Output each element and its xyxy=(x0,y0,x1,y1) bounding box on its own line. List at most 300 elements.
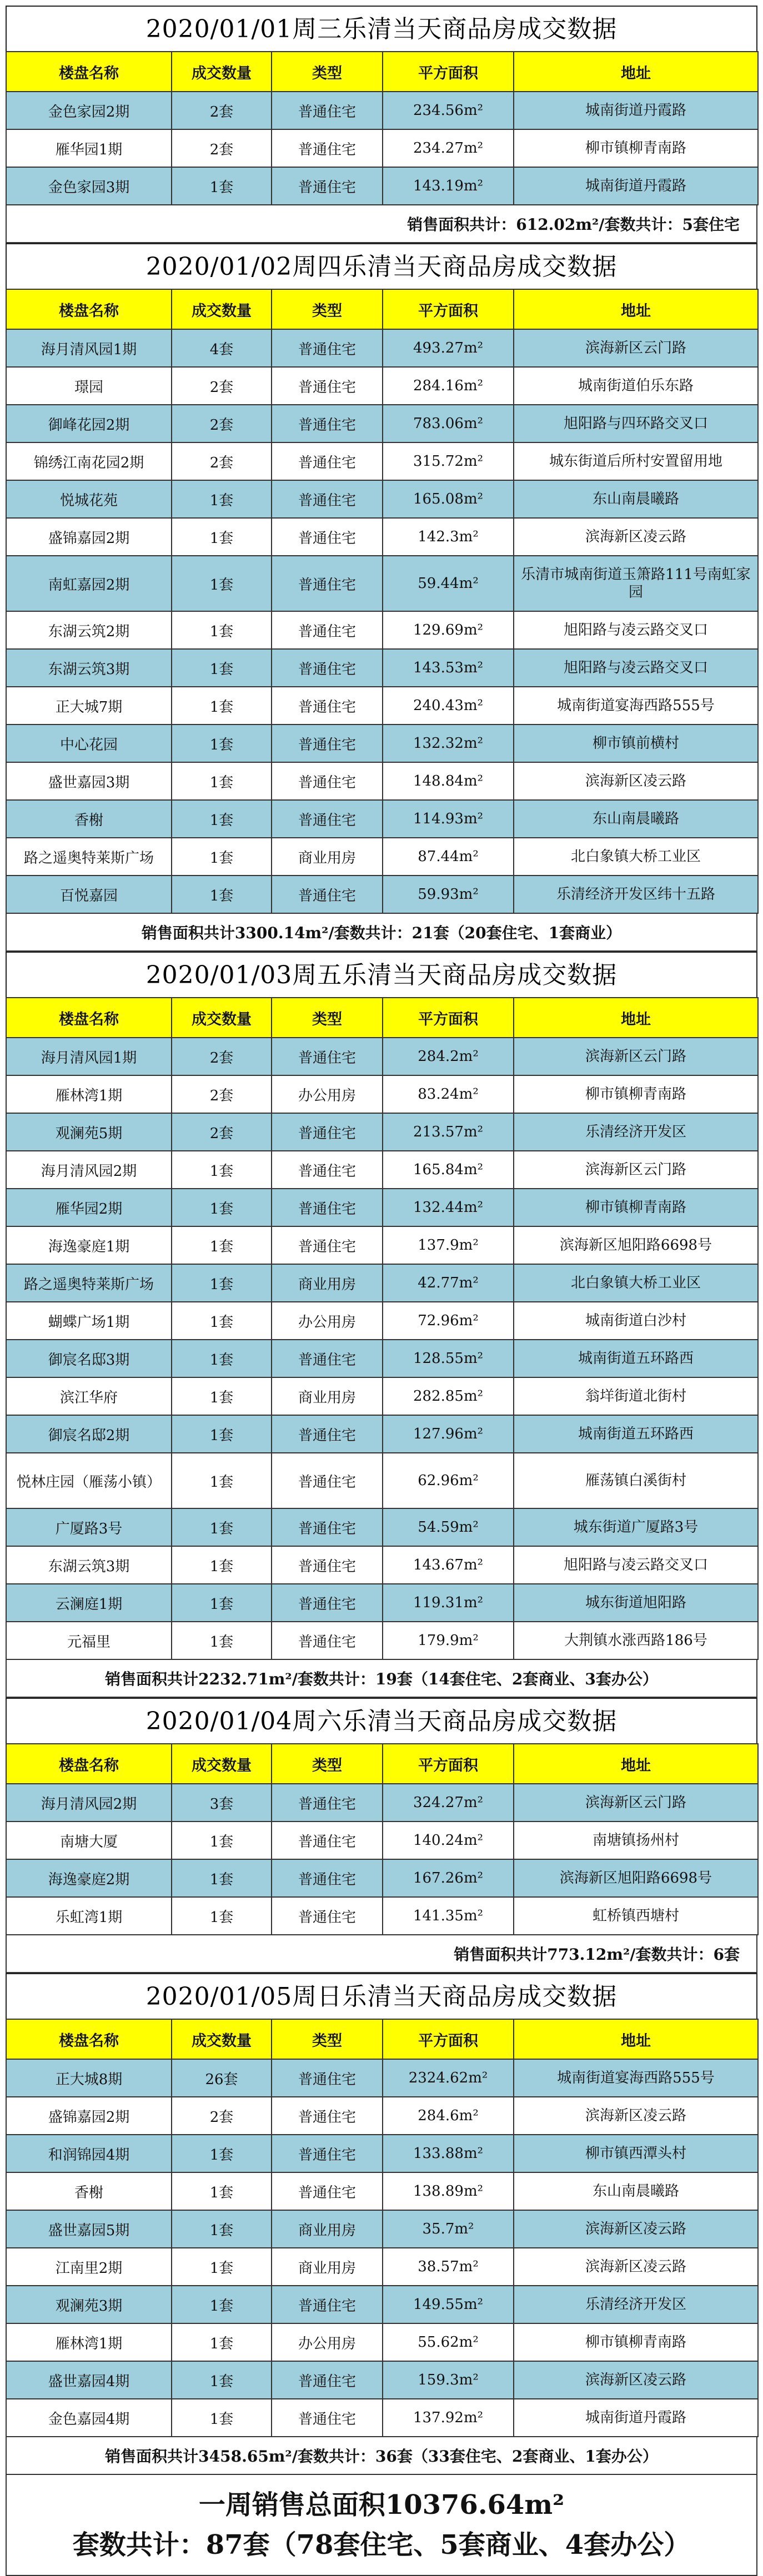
address-cell: 城东街道广厦路3号 xyxy=(514,1508,758,1546)
quantity-cell: 2套 xyxy=(172,1075,272,1113)
area-cell: 143.19m² xyxy=(383,167,514,205)
table-row xyxy=(6,611,758,649)
address-cell: 城东街道旭阳路 xyxy=(514,1584,758,1622)
table-row xyxy=(6,1897,758,1935)
area-cell: 324.27m² xyxy=(383,1784,514,1822)
column-header: 成交数量 xyxy=(172,1744,272,1784)
type-cell: 普通住宅 xyxy=(272,724,383,762)
weekly-total-units: 套数共计：87套（78套住宅、5套商业、4套办公） xyxy=(72,2529,691,2560)
type-cell: 普通住宅 xyxy=(272,1226,383,1264)
quantity-cell: 1套 xyxy=(172,876,272,913)
table-header-row xyxy=(6,2019,758,2059)
table-row xyxy=(6,1151,758,1189)
table-row xyxy=(6,2248,758,2286)
quantity-cell: 3套 xyxy=(172,1784,272,1822)
project-name-cell: 滨江华府 xyxy=(6,1377,172,1415)
address-cell: 城南街道五环路西 xyxy=(514,1340,758,1377)
area-cell: 137.9m² xyxy=(383,1226,514,1264)
column-header: 地址 xyxy=(514,1744,758,1784)
project-name-cell: 香榭 xyxy=(6,800,172,838)
type-cell: 普通住宅 xyxy=(272,1415,383,1453)
area-cell: 35.7m² xyxy=(383,2210,514,2248)
address-cell: 柳市镇柳青南路 xyxy=(514,1075,758,1113)
area-cell: 42.77m² xyxy=(383,1264,514,1302)
column-header: 楼盘名称 xyxy=(6,2019,172,2059)
column-header: 楼盘名称 xyxy=(6,1744,172,1784)
project-name-cell: 海月清风园1期 xyxy=(6,1038,172,1075)
area-cell: 282.85m² xyxy=(383,1377,514,1415)
type-cell: 商业用房 xyxy=(272,1264,383,1302)
table-row xyxy=(6,2135,758,2172)
quantity-cell: 2套 xyxy=(172,1113,272,1151)
table-row xyxy=(6,876,758,913)
table-row xyxy=(6,2286,758,2323)
area-cell: 240.43m² xyxy=(383,687,514,724)
table-row xyxy=(6,2399,758,2437)
table-row xyxy=(6,1622,758,1659)
type-cell: 普通住宅 xyxy=(272,1113,383,1151)
quantity-cell: 1套 xyxy=(172,838,272,876)
table-header-row xyxy=(6,1744,758,1784)
quantity-cell: 1套 xyxy=(172,1508,272,1546)
day-summary: 销售面积共计3300.14m²/套数共计：21套（20套住宅、1套商业） xyxy=(6,914,757,952)
quantity-cell: 1套 xyxy=(172,1453,272,1508)
quantity-cell: 26套 xyxy=(172,2059,272,2097)
type-cell: 普通住宅 xyxy=(272,800,383,838)
table-row xyxy=(6,1784,758,1822)
address-cell: 乐清经济开发区 xyxy=(514,1113,758,1151)
project-name-cell: 悦林庄园（雁荡小镇） xyxy=(6,1453,172,1508)
address-cell: 滨海新区凌云路 xyxy=(514,518,758,556)
address-cell: 旭阳路与四环路交叉口 xyxy=(514,405,758,442)
table-row xyxy=(6,1377,758,1415)
area-cell: 72.96m² xyxy=(383,1302,514,1340)
area-cell: 138.89m² xyxy=(383,2172,514,2210)
area-cell: 133.88m² xyxy=(383,2135,514,2172)
quantity-cell: 1套 xyxy=(172,1264,272,1302)
type-cell: 普通住宅 xyxy=(272,2399,383,2437)
table-row xyxy=(6,649,758,687)
day-title: 2020/01/04周六乐清当天商品房成交数据 xyxy=(6,1698,757,1743)
type-cell: 普通住宅 xyxy=(272,1822,383,1859)
address-cell: 东山南晨曦路 xyxy=(514,480,758,518)
table-row xyxy=(6,480,758,518)
address-cell: 东山南晨曦路 xyxy=(514,800,758,838)
quantity-cell: 1套 xyxy=(172,2210,272,2248)
project-name-cell: 东湖云筑3期 xyxy=(6,1546,172,1584)
project-name-cell: 雁林湾1期 xyxy=(6,2323,172,2361)
project-name-cell: 金色嘉园4期 xyxy=(6,2399,172,2437)
area-cell: 783.06m² xyxy=(383,405,514,442)
type-cell: 普通住宅 xyxy=(272,556,383,611)
area-cell: 137.92m² xyxy=(383,2399,514,2437)
day-title: 2020/01/01周三乐清当天商品房成交数据 xyxy=(6,6,757,51)
day-summary: 销售面积共计：612.02m²/套数共计：5套住宅 xyxy=(6,205,757,243)
project-name-cell: 江南里2期 xyxy=(6,2248,172,2286)
type-cell: 普通住宅 xyxy=(272,2059,383,2097)
address-cell: 南塘镇扬州村 xyxy=(514,1822,758,1859)
type-cell: 普通住宅 xyxy=(272,367,383,405)
table-row xyxy=(6,687,758,724)
quantity-cell: 4套 xyxy=(172,329,272,367)
table-row xyxy=(6,1189,758,1226)
area-cell: 59.93m² xyxy=(383,876,514,913)
day-summary: 销售面积共计773.12m²/套数共计：6套 xyxy=(6,1935,757,1973)
area-cell: 83.24m² xyxy=(383,1075,514,1113)
address-cell: 滨海新区旭阳路6698号 xyxy=(514,1859,758,1897)
column-header: 楼盘名称 xyxy=(6,289,172,329)
type-cell: 普通住宅 xyxy=(272,2361,383,2399)
area-cell: 179.9m² xyxy=(383,1622,514,1659)
day-section xyxy=(6,6,757,243)
table-header-row xyxy=(6,52,758,92)
table-row xyxy=(6,442,758,480)
table-row xyxy=(6,1113,758,1151)
project-name-cell: 盛世嘉园3期 xyxy=(6,762,172,800)
day-section xyxy=(6,952,757,1698)
project-name-cell: 正大城7期 xyxy=(6,687,172,724)
type-cell: 普通住宅 xyxy=(272,876,383,913)
table-row xyxy=(6,2361,758,2399)
type-cell: 普通住宅 xyxy=(272,1508,383,1546)
address-cell: 城南街道宴海西路555号 xyxy=(514,687,758,724)
project-name-cell: 东湖云筑3期 xyxy=(6,649,172,687)
area-cell: 114.93m² xyxy=(383,800,514,838)
type-cell: 办公用房 xyxy=(272,2323,383,2361)
quantity-cell: 1套 xyxy=(172,611,272,649)
project-name-cell: 乐虹湾1期 xyxy=(6,1897,172,1935)
address-cell: 乐清市城南街道玉箫路111号南虹家园 xyxy=(514,556,758,611)
table-row xyxy=(6,1859,758,1897)
project-name-cell: 御峰花园2期 xyxy=(6,405,172,442)
table-row xyxy=(6,367,758,405)
address-cell: 滨海新区云门路 xyxy=(514,1038,758,1075)
table-row xyxy=(6,2210,758,2248)
address-cell: 滨海新区旭阳路6698号 xyxy=(514,1226,758,1264)
type-cell: 商业用房 xyxy=(272,2210,383,2248)
type-cell: 普通住宅 xyxy=(272,2286,383,2323)
address-cell: 柳市镇柳青南路 xyxy=(514,129,758,167)
address-cell: 城东街道后所村安置留用地 xyxy=(514,442,758,480)
quantity-cell: 1套 xyxy=(172,724,272,762)
area-cell: 55.62m² xyxy=(383,2323,514,2361)
table-row xyxy=(6,1302,758,1340)
quantity-cell: 1套 xyxy=(172,1897,272,1935)
type-cell: 商业用房 xyxy=(272,1377,383,1415)
day-summary: 销售面积共计3458.65m²/套数共计：36套（33套住宅、2套商业、1套办公） xyxy=(6,2437,757,2475)
address-cell: 北白象镇大桥工业区 xyxy=(514,838,758,876)
table-row xyxy=(6,129,758,167)
address-cell: 雁荡镇白溪街村 xyxy=(514,1453,758,1508)
table-row xyxy=(6,405,758,442)
column-header: 平方面积 xyxy=(383,52,514,92)
day-title: 2020/01/02周四乐清当天商品房成交数据 xyxy=(6,243,757,289)
quantity-cell: 1套 xyxy=(172,1189,272,1226)
project-name-cell: 盛世嘉园4期 xyxy=(6,2361,172,2399)
type-cell: 普通住宅 xyxy=(272,1622,383,1659)
table-row xyxy=(6,2172,758,2210)
column-header: 楼盘名称 xyxy=(6,52,172,92)
quantity-cell: 2套 xyxy=(172,92,272,129)
sales-report xyxy=(6,6,757,2576)
address-cell: 北白象镇大桥工业区 xyxy=(514,1264,758,1302)
type-cell: 普通住宅 xyxy=(272,2135,383,2172)
sales-table xyxy=(6,289,759,914)
table-row xyxy=(6,2059,758,2097)
area-cell: 143.53m² xyxy=(383,649,514,687)
area-cell: 284.6m² xyxy=(383,2097,514,2135)
column-header: 地址 xyxy=(514,52,758,92)
quantity-cell: 1套 xyxy=(172,2135,272,2172)
project-name-cell: 金色家园2期 xyxy=(6,92,172,129)
address-cell: 旭阳路与凌云路交叉口 xyxy=(514,1546,758,1584)
quantity-cell: 1套 xyxy=(172,1377,272,1415)
type-cell: 普通住宅 xyxy=(272,129,383,167)
column-header: 类型 xyxy=(272,52,383,92)
quantity-cell: 1套 xyxy=(172,1415,272,1453)
column-header: 成交数量 xyxy=(172,2019,272,2059)
table-row xyxy=(6,1822,758,1859)
type-cell: 普通住宅 xyxy=(272,2097,383,2135)
project-name-cell: 中心花园 xyxy=(6,724,172,762)
column-header: 成交数量 xyxy=(172,52,272,92)
project-name-cell: 盛锦嘉园2期 xyxy=(6,2097,172,2135)
address-cell: 柳市镇西潭头村 xyxy=(514,2135,758,2172)
column-header: 地址 xyxy=(514,2019,758,2059)
type-cell: 普通住宅 xyxy=(272,92,383,129)
address-cell: 旭阳路与凌云路交叉口 xyxy=(514,649,758,687)
quantity-cell: 1套 xyxy=(172,1822,272,1859)
area-cell: 59.44m² xyxy=(383,556,514,611)
project-name-cell: 海逸豪庭1期 xyxy=(6,1226,172,1264)
quantity-cell: 1套 xyxy=(172,2172,272,2210)
day-section xyxy=(6,243,757,952)
address-cell: 滨海新区云门路 xyxy=(514,1151,758,1189)
type-cell: 商业用房 xyxy=(272,2248,383,2286)
area-cell: 127.96m² xyxy=(383,1415,514,1453)
area-cell: 132.44m² xyxy=(383,1189,514,1226)
day-section xyxy=(6,1973,757,2475)
address-cell: 东山南晨曦路 xyxy=(514,2172,758,2210)
project-name-cell: 锦绣江南花园2期 xyxy=(6,442,172,480)
table-row xyxy=(6,1584,758,1622)
column-header: 类型 xyxy=(272,2019,383,2059)
table-row xyxy=(6,2323,758,2361)
type-cell: 普通住宅 xyxy=(272,1340,383,1377)
type-cell: 普通住宅 xyxy=(272,611,383,649)
table-row xyxy=(6,1264,758,1302)
day-title: 2020/01/05周日乐清当天商品房成交数据 xyxy=(6,1973,757,2019)
type-cell: 普通住宅 xyxy=(272,1546,383,1584)
project-name-cell: 香榭 xyxy=(6,2172,172,2210)
address-cell: 旭阳路与凌云路交叉口 xyxy=(514,611,758,649)
address-cell: 滨海新区凌云路 xyxy=(514,2097,758,2135)
column-header: 成交数量 xyxy=(172,998,272,1038)
project-name-cell: 海月清风园2期 xyxy=(6,1784,172,1822)
column-header: 地址 xyxy=(514,998,758,1038)
type-cell: 普通住宅 xyxy=(272,405,383,442)
area-cell: 119.31m² xyxy=(383,1584,514,1622)
project-name-cell: 观澜苑3期 xyxy=(6,2286,172,2323)
type-cell: 办公用房 xyxy=(272,1075,383,1113)
area-cell: 140.24m² xyxy=(383,1822,514,1859)
type-cell: 普通住宅 xyxy=(272,1151,383,1189)
address-cell: 柳市镇柳青南路 xyxy=(514,2323,758,2361)
area-cell: 165.84m² xyxy=(383,1151,514,1189)
quantity-cell: 2套 xyxy=(172,367,272,405)
area-cell: 142.3m² xyxy=(383,518,514,556)
project-name-cell: 盛世嘉园5期 xyxy=(6,2210,172,2248)
area-cell: 315.72m² xyxy=(383,442,514,480)
address-cell: 城南街道丹霞路 xyxy=(514,167,758,205)
area-cell: 143.67m² xyxy=(383,1546,514,1584)
address-cell: 滨海新区凌云路 xyxy=(514,2248,758,2286)
area-cell: 38.57m² xyxy=(383,2248,514,2286)
area-cell: 148.84m² xyxy=(383,762,514,800)
project-name-cell: 和润锦园4期 xyxy=(6,2135,172,2172)
area-cell: 149.55m² xyxy=(383,2286,514,2323)
column-header: 类型 xyxy=(272,289,383,329)
address-cell: 滨海新区云门路 xyxy=(514,1784,758,1822)
column-header: 平方面积 xyxy=(383,998,514,1038)
type-cell: 普通住宅 xyxy=(272,1038,383,1075)
quantity-cell: 2套 xyxy=(172,442,272,480)
area-cell: 129.69m² xyxy=(383,611,514,649)
type-cell: 普通住宅 xyxy=(272,1859,383,1897)
quantity-cell: 1套 xyxy=(172,1151,272,1189)
type-cell: 普通住宅 xyxy=(272,1897,383,1935)
table-row xyxy=(6,724,758,762)
project-name-cell: 雁华园1期 xyxy=(6,129,172,167)
area-cell: 493.27m² xyxy=(383,329,514,367)
project-name-cell: 观澜苑5期 xyxy=(6,1113,172,1151)
address-cell: 柳市镇前横村 xyxy=(514,724,758,762)
address-cell: 城南街道白沙村 xyxy=(514,1302,758,1340)
type-cell: 普通住宅 xyxy=(272,762,383,800)
area-cell: 234.56m² xyxy=(383,92,514,129)
quantity-cell: 2套 xyxy=(172,405,272,442)
type-cell: 普通住宅 xyxy=(272,480,383,518)
quantity-cell: 1套 xyxy=(172,1302,272,1340)
column-header: 平方面积 xyxy=(383,2019,514,2059)
quantity-cell: 1套 xyxy=(172,2286,272,2323)
project-name-cell: 御宸名邸3期 xyxy=(6,1340,172,1377)
column-header: 平方面积 xyxy=(383,289,514,329)
column-header: 类型 xyxy=(272,998,383,1038)
table-row xyxy=(6,167,758,205)
area-cell: 284.16m² xyxy=(383,367,514,405)
weekly-total xyxy=(6,2475,757,2576)
type-cell: 普通住宅 xyxy=(272,2172,383,2210)
quantity-cell: 1套 xyxy=(172,800,272,838)
table-row xyxy=(6,2097,758,2135)
address-cell: 城南街道宴海西路555号 xyxy=(514,2059,758,2097)
area-cell: 132.32m² xyxy=(383,724,514,762)
address-cell: 城南街道丹霞路 xyxy=(514,2399,758,2437)
day-section xyxy=(6,1698,757,1973)
quantity-cell: 1套 xyxy=(172,1859,272,1897)
project-name-cell: 雁林湾1期 xyxy=(6,1075,172,1113)
table-row xyxy=(6,800,758,838)
table-row xyxy=(6,1340,758,1377)
project-name-cell: 悦城花苑 xyxy=(6,480,172,518)
column-header: 成交数量 xyxy=(172,289,272,329)
type-cell: 普通住宅 xyxy=(272,518,383,556)
quantity-cell: 1套 xyxy=(172,762,272,800)
address-cell: 柳市镇柳青南路 xyxy=(514,1189,758,1226)
project-name-cell: 蝴蝶广场1期 xyxy=(6,1302,172,1340)
table-header-row xyxy=(6,998,758,1038)
quantity-cell: 1套 xyxy=(172,1340,272,1377)
quantity-cell: 1套 xyxy=(172,1584,272,1622)
address-cell: 城南街道伯乐东路 xyxy=(514,367,758,405)
table-row xyxy=(6,762,758,800)
type-cell: 普通住宅 xyxy=(272,1584,383,1622)
table-row xyxy=(6,1075,758,1113)
day-summary: 销售面积共计2232.71m²/套数共计：19套（14套住宅、2套商业、3套办公） xyxy=(6,1660,757,1698)
area-cell: 284.2m² xyxy=(383,1038,514,1075)
table-row xyxy=(6,1453,758,1508)
area-cell: 159.3m² xyxy=(383,2361,514,2399)
table-row xyxy=(6,556,758,611)
table-row xyxy=(6,1038,758,1075)
area-cell: 87.44m² xyxy=(383,838,514,876)
address-cell: 大荆镇水涨西路186号 xyxy=(514,1622,758,1659)
project-name-cell: 路之遥奥特莱斯广场 xyxy=(6,838,172,876)
address-cell: 滨海新区凌云路 xyxy=(514,2210,758,2248)
area-cell: 141.35m² xyxy=(383,1897,514,1935)
quantity-cell: 1套 xyxy=(172,556,272,611)
quantity-cell: 2套 xyxy=(172,1038,272,1075)
area-cell: 54.59m² xyxy=(383,1508,514,1546)
area-cell: 2324.62m² xyxy=(383,2059,514,2097)
quantity-cell: 1套 xyxy=(172,2361,272,2399)
project-name-cell: 盛锦嘉园2期 xyxy=(6,518,172,556)
quantity-cell: 1套 xyxy=(172,1622,272,1659)
type-cell: 普通住宅 xyxy=(272,1784,383,1822)
project-name-cell: 御宸名邸2期 xyxy=(6,1415,172,1453)
sales-table xyxy=(6,1743,759,1935)
area-cell: 128.55m² xyxy=(383,1340,514,1377)
type-cell: 办公用房 xyxy=(272,1302,383,1340)
type-cell: 普通住宅 xyxy=(272,1189,383,1226)
quantity-cell: 1套 xyxy=(172,480,272,518)
table-row xyxy=(6,518,758,556)
address-cell: 滨海新区云门路 xyxy=(514,329,758,367)
quantity-cell: 1套 xyxy=(172,518,272,556)
table-row xyxy=(6,838,758,876)
address-cell: 城南街道五环路西 xyxy=(514,1415,758,1453)
type-cell: 普通住宅 xyxy=(272,1453,383,1508)
area-cell: 62.96m² xyxy=(383,1453,514,1508)
table-row xyxy=(6,1415,758,1453)
table-row xyxy=(6,1546,758,1584)
quantity-cell: 1套 xyxy=(172,167,272,205)
type-cell: 普通住宅 xyxy=(272,329,383,367)
address-cell: 翁垟街道北街村 xyxy=(514,1377,758,1415)
project-name-cell: 雁华园2期 xyxy=(6,1189,172,1226)
project-name-cell: 正大城8期 xyxy=(6,2059,172,2097)
project-name-cell: 南虹嘉园2期 xyxy=(6,556,172,611)
type-cell: 普通住宅 xyxy=(272,687,383,724)
area-cell: 213.57m² xyxy=(383,1113,514,1151)
table-row xyxy=(6,92,758,129)
type-cell: 商业用房 xyxy=(272,838,383,876)
type-cell: 普通住宅 xyxy=(272,649,383,687)
quantity-cell: 1套 xyxy=(172,687,272,724)
column-header: 类型 xyxy=(272,1744,383,1784)
weekly-total-area: 一周销售总面积10376.64m² xyxy=(198,2489,565,2520)
